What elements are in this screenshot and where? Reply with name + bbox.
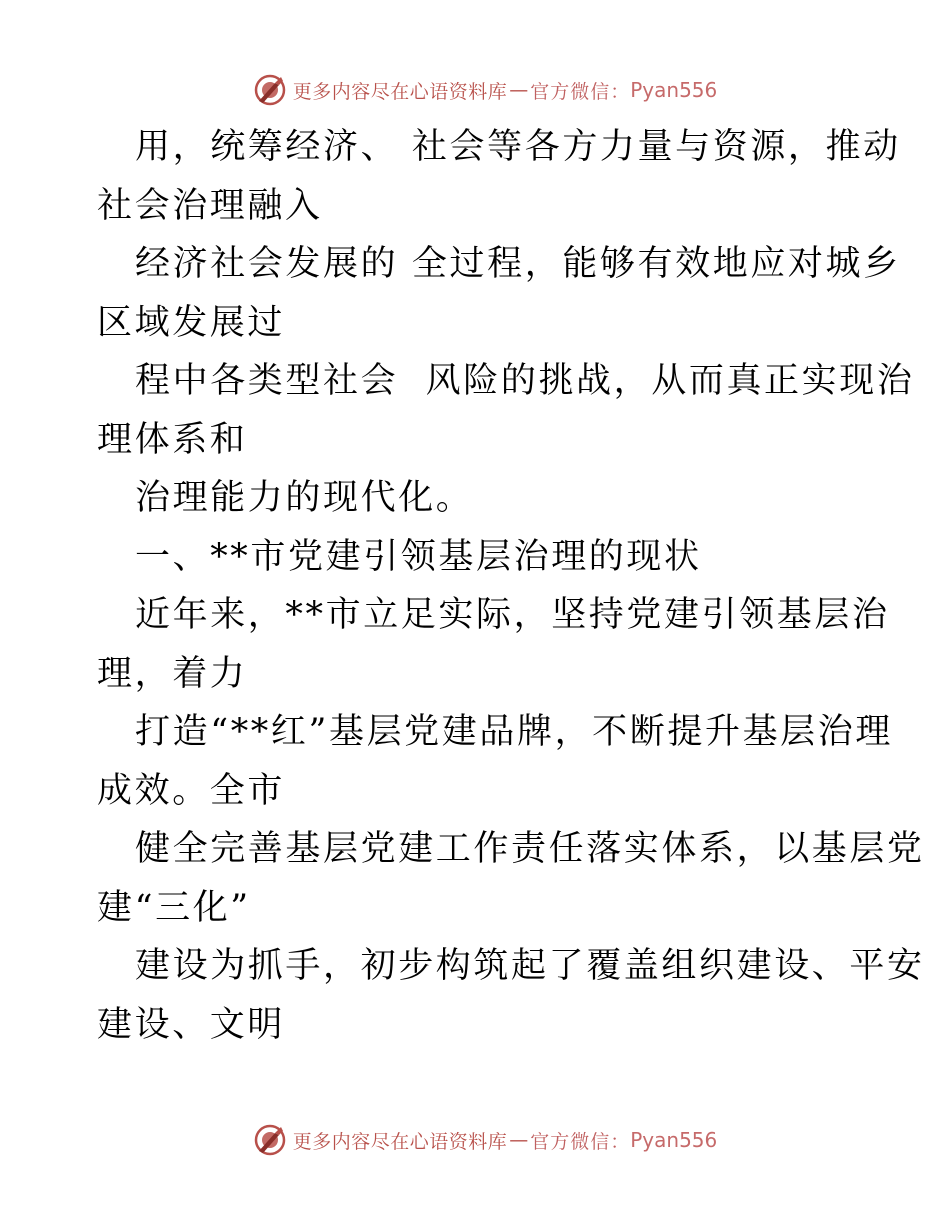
text-line: 治理能力的现代化。 [135, 478, 474, 518]
watermark-dash: — [509, 1129, 529, 1151]
text-line: 区域发展过 [97, 302, 286, 343]
header-watermark [0, 70, 950, 110]
text-line: 用，统筹经济、 社会等各方力量与资源，推动 [135, 127, 901, 167]
text-line: 经济社会发展的 全过程，能够有效地应对城乡 [135, 244, 901, 284]
text-line: 打造“**红”基层党建品牌，不断提升基层治理 [135, 712, 893, 752]
pen-logo-icon [253, 1123, 287, 1157]
watermark-dash: — [509, 79, 529, 101]
text-line: 近年来，**市立足实际，坚持党建引领基层治 [135, 595, 890, 635]
text-line: 社会治理融入 [97, 185, 323, 226]
text-line: 理，着力 [97, 653, 248, 694]
text-line: 建设、文明 [97, 1004, 286, 1045]
text-line: 建设为抓手，初步构筑起了覆盖组织建设、平安 [135, 946, 925, 986]
pen-logo-icon [253, 73, 287, 107]
watermark-wechat-id: Pyan556 [630, 1128, 718, 1152]
watermark-main-text: 更多内容尽在心语资料库 [292, 80, 508, 103]
text-line: 程中各类型社会 风险的挑战，从而真正实现治 [135, 361, 915, 401]
text-line: 成效。全市 [97, 770, 286, 811]
text-line: 建“三化” [97, 887, 251, 928]
text-line: 一、**市党建引领基层治理的现状 [135, 536, 702, 577]
text-line: 理体系和 [97, 419, 248, 460]
footer-watermark [0, 1120, 950, 1160]
watermark-wechat-id: Pyan556 [630, 78, 718, 102]
watermark-main-text: 更多内容尽在心语资料库 [292, 1130, 508, 1153]
document-body [97, 118, 925, 1054]
text-line: 健全完善基层党建工作责任落实体系，以基层党 [135, 829, 925, 869]
watermark-sub-text: 官方微信： [530, 1130, 631, 1153]
watermark-sub-text: 官方微信： [530, 80, 631, 103]
